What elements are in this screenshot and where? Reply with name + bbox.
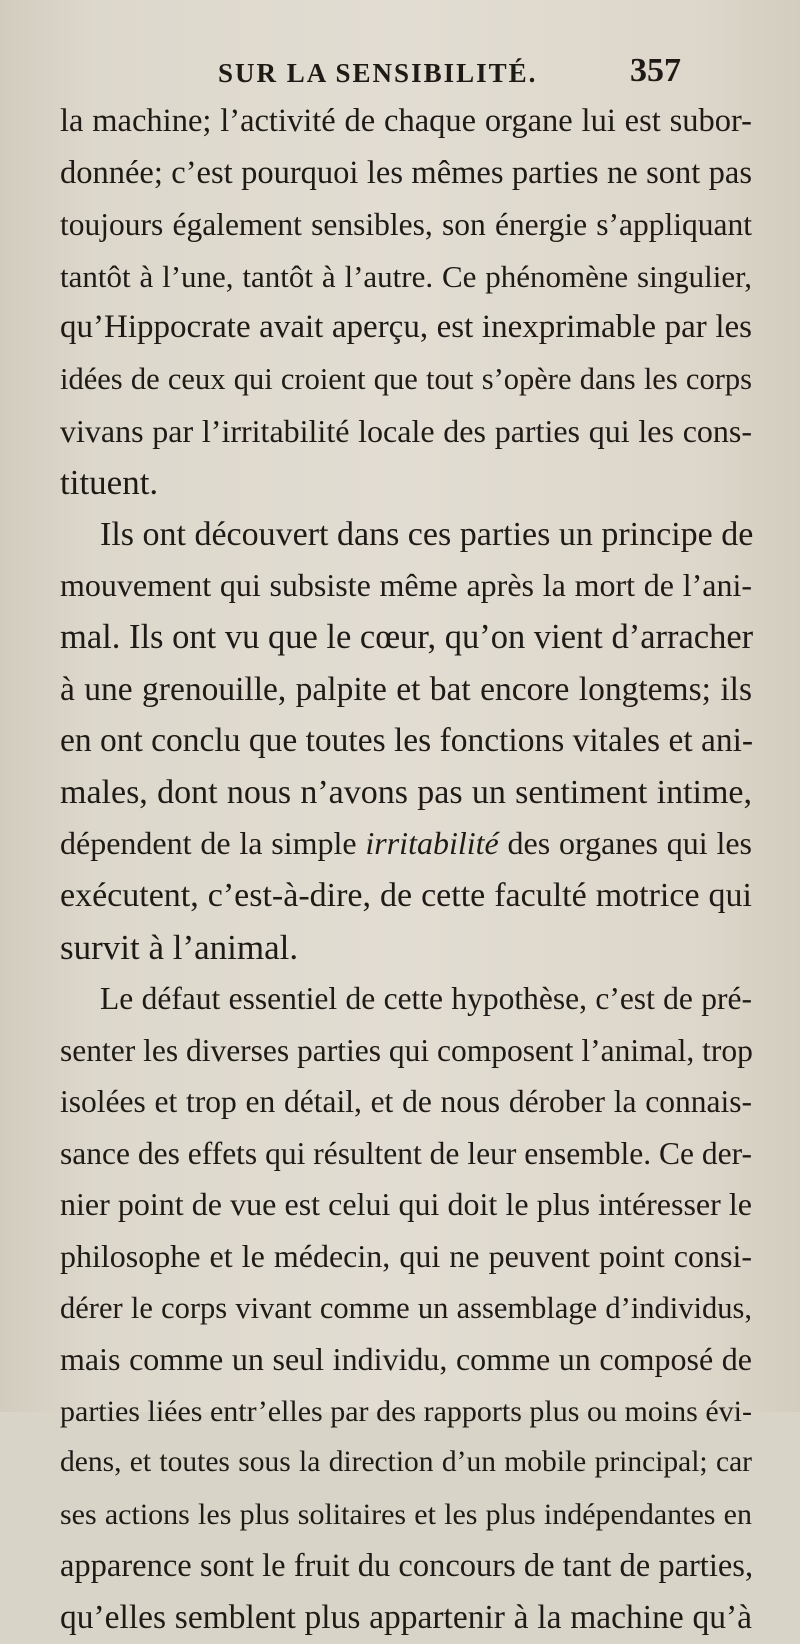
text-line: tantôt à l’une, tantôt à l’autre. Ce phénomène singulier, — [60, 258, 752, 294]
text-line: en ont conclu que toutes les fonctions vitales et ani- — [60, 722, 754, 760]
text-line: vivans par l’irritabilité locale des parties qui les cons- — [60, 412, 752, 449]
text-line: à une grenouille, palpite et bat encore longtems; ils — [60, 670, 752, 708]
text-line-italic — [60, 818, 752, 870]
text-segment: des organes qui les — [498, 825, 752, 862]
text-line: survit à l’animal. — [60, 927, 299, 967]
text-segment: dépendent de la simple — [60, 825, 366, 862]
text-line: nier point de vue est celui qui doit le plus intéresser le — [60, 1186, 752, 1223]
text-line: dens, et toutes sous la direction d’un mobile principal; car — [60, 1446, 752, 1479]
text-line: apparence sont le fruit du concours de tant de parties, — [60, 1547, 754, 1584]
text-line: ses actions les plus solitaires et les plus indépendantes en — [60, 1498, 752, 1532]
text-line: Le défaut essentiel de cette hypothèse, c’est de pré- — [100, 981, 752, 1017]
text-line: isolées et trop en détail, et de nous dérober la connais- — [60, 1084, 752, 1120]
text-line: mais comme un seul individu, comme un composé de — [60, 1341, 752, 1378]
text-line: parties liées entr’elles par des rapports plus ou moins évi- — [60, 1394, 752, 1428]
text-line: senter les diverses parties qui composent l’animal, trop — [60, 1032, 753, 1068]
text-line: philosophe et le médecin, qui ne peuvent point consi- — [60, 1238, 752, 1275]
italic-word: irritabilité — [365, 825, 499, 862]
page-number: 357 — [630, 52, 681, 89]
text-line: dérer le corps vivant comme un assemblage d’individus, — [60, 1290, 752, 1325]
text-line: exécutent, c’est-à-dire, de cette faculté motrice qui — [60, 876, 752, 914]
text-line: tituent. — [60, 463, 159, 503]
text-line: Ils ont découvert dans ces parties un principe de — [100, 515, 754, 553]
text-line: qu’Hippocrate avait aperçu, est inexprimable par les — [60, 309, 752, 346]
text-line: males, dont nous n’avons pas un sentiment intime, — [60, 773, 752, 811]
running-title: SUR LA SENSIBILITÉ. — [218, 58, 538, 88]
page-header — [0, 52, 800, 98]
text-line: mal. Ils ont vu que le cœur, qu’on vient d’arracher — [60, 617, 754, 656]
text-line: toujours également sensibles, son énergie s’appliquant — [60, 207, 752, 243]
text-line: donnée; c’est pourquoi les mêmes parties ne sont pas — [60, 154, 752, 191]
text-line: sance des effets qui résultent de leur ensemble. Ce der- — [60, 1135, 752, 1171]
text-line: idées de ceux qui croient que tout s’opère dans les corps — [60, 361, 752, 396]
text-line: qu’elles semblent plus appartenir à la machine qu’à — [60, 1599, 752, 1637]
text-line: mouvement qui subsiste même après la mort de l’ani- — [60, 567, 752, 604]
text-line: la machine; l’activité de chaque organe lui est subor- — [60, 103, 752, 139]
